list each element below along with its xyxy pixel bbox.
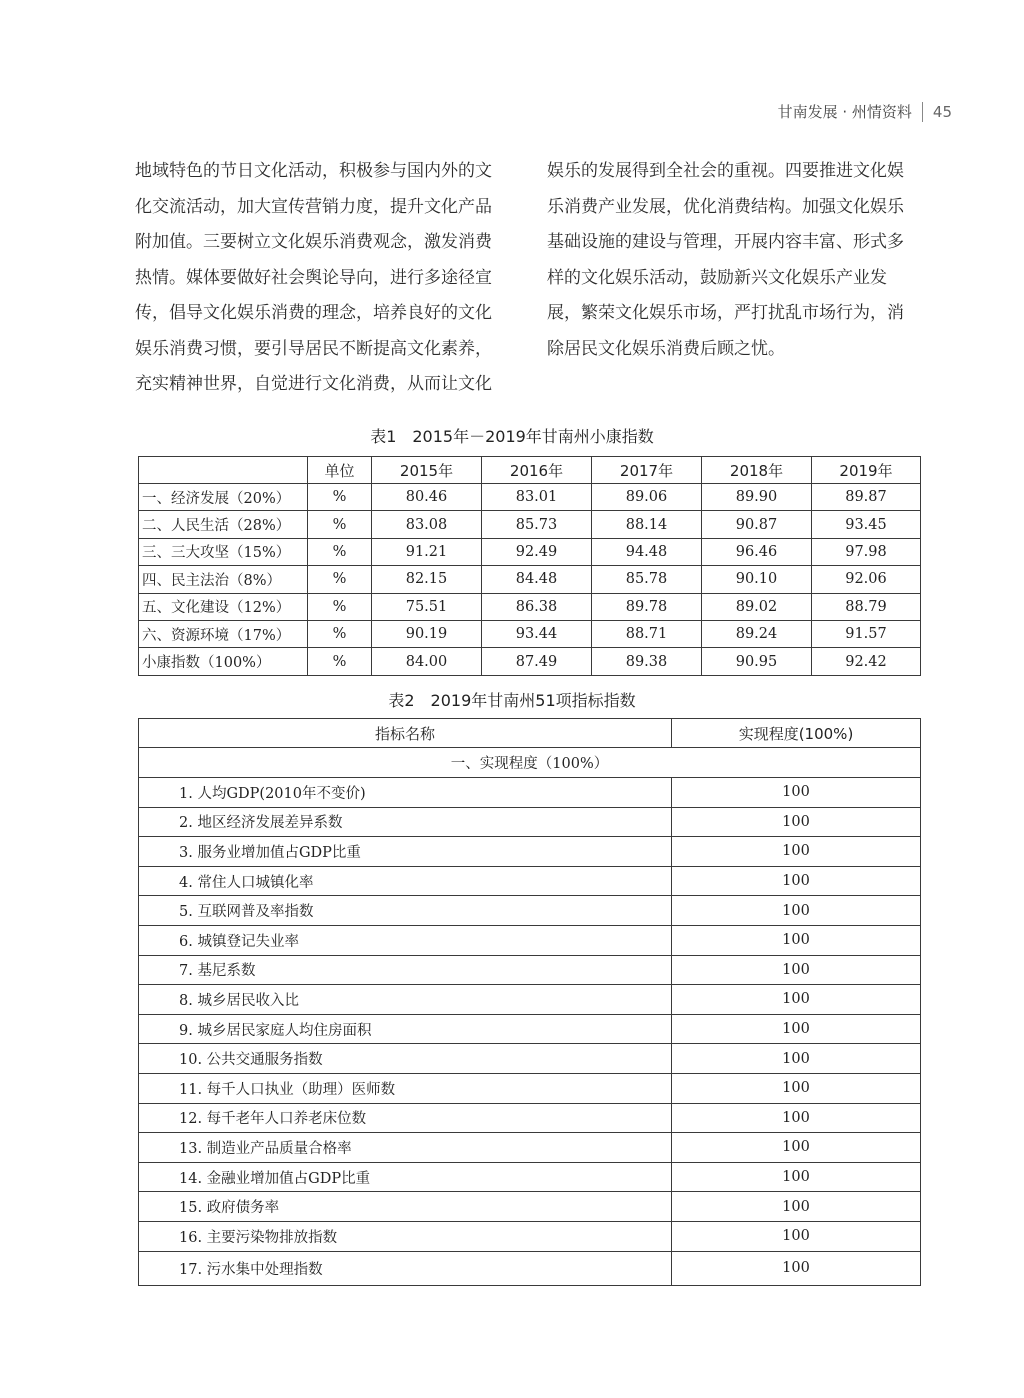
- text-line: 样的文化娱乐活动，鼓励新兴文化娱乐产业发: [547, 267, 887, 288]
- table-row: [139, 1133, 921, 1163]
- header-divider: [922, 102, 923, 122]
- column-header: 单位: [308, 457, 372, 484]
- text-line: 充实精神世界，自觉进行文化消费，从而让文化: [135, 374, 492, 394]
- table-cell: 83.08: [372, 511, 482, 538]
- table-row: [139, 648, 921, 675]
- table-cell: 93.44: [482, 620, 592, 647]
- table2: [138, 718, 921, 1286]
- indicator-name: 8. 城乡居民收入比: [139, 985, 672, 1015]
- indicator-value: 100: [672, 1133, 921, 1163]
- indicator-name: 17. 污水集中处理指数: [139, 1251, 672, 1285]
- table-cell: 89.06: [592, 484, 702, 511]
- row-label: 五、文化建设（12%）: [139, 593, 308, 620]
- table-row: [139, 896, 921, 926]
- column-header: [139, 457, 308, 484]
- indicator-name: 7. 基尼系数: [139, 955, 672, 985]
- table-cell: 88.71: [592, 620, 702, 647]
- table-cell: 89.24: [702, 620, 812, 647]
- table-row: [139, 1221, 921, 1251]
- row-label: 二、人民生活（28%）: [139, 511, 308, 538]
- indicator-value: 100: [672, 866, 921, 896]
- header-title: 甘南发展 · 州情资料: [777, 103, 912, 121]
- table-row: [139, 484, 921, 511]
- table1: [138, 456, 921, 676]
- indicator-name: 12. 每千老年人口养老床位数: [139, 1103, 672, 1133]
- table-row: [139, 511, 921, 538]
- table-cell: %: [308, 620, 372, 647]
- table-cell: 75.51: [372, 593, 482, 620]
- indicator-name: 1. 人均GDP(2010年不变价): [139, 778, 672, 808]
- text-line: 附加值。三要树立文化娱乐消费观念，激发消费: [135, 232, 492, 252]
- indicator-value: 100: [672, 1103, 921, 1133]
- table-cell: 84.00: [372, 648, 482, 675]
- text-line: 除居民文化娱乐消费后顾之忧。: [547, 338, 785, 359]
- table-cell: 85.78: [592, 566, 702, 593]
- column-header: 2018年: [702, 457, 812, 484]
- table-row: [139, 925, 921, 955]
- table-row: [139, 1192, 921, 1222]
- table-cell: 89.38: [592, 648, 702, 675]
- indicator-value: 100: [672, 807, 921, 837]
- left-column: [135, 154, 513, 403]
- table-row: [139, 1044, 921, 1074]
- table-cell: %: [308, 511, 372, 538]
- table-cell: 90.87: [702, 511, 812, 538]
- table-cell: 82.15: [372, 566, 482, 593]
- indicator-name: 13. 制造业产品质量合格率: [139, 1133, 672, 1163]
- table-row: [139, 593, 921, 620]
- indicator-value: 100: [672, 1221, 921, 1251]
- table-cell: 83.01: [482, 484, 592, 511]
- column-header: 2017年: [592, 457, 702, 484]
- table-row: [139, 1014, 921, 1044]
- indicator-value: 100: [672, 837, 921, 867]
- text-line: 化交流活动，加大宣传营销力度，提升文化产品: [135, 196, 492, 217]
- column-header: 指标名称: [139, 719, 672, 748]
- table-row: [139, 985, 921, 1015]
- table-cell: 86.38: [482, 593, 592, 620]
- row-label: 一、经济发展（20%）: [139, 484, 308, 511]
- table-row: [139, 1103, 921, 1133]
- table-row: [139, 566, 921, 593]
- indicator-value: 100: [672, 1251, 921, 1285]
- indicator-name: 9. 城乡居民家庭人均住房面积: [139, 1014, 672, 1044]
- table-cell: 91.21: [372, 538, 482, 565]
- row-label: 三、三大攻坚（15%）: [139, 538, 308, 565]
- table-cell: 90.95: [702, 648, 812, 675]
- text-line: 展，繁荣文化娱乐市场，严打扰乱市场行为，消: [547, 303, 904, 323]
- table-cell: %: [308, 593, 372, 620]
- table-cell: %: [308, 566, 372, 593]
- table-cell: 89.02: [702, 593, 812, 620]
- table-cell: 89.87: [812, 484, 921, 511]
- indicator-name: 6. 城镇登记失业率: [139, 925, 672, 955]
- table-cell: 89.78: [592, 593, 702, 620]
- indicator-value: 100: [672, 955, 921, 985]
- table1-caption: 表1 2015年－2019年甘南州小康指数: [370, 427, 654, 446]
- table-cell: 94.48: [592, 538, 702, 565]
- table-cell: 85.73: [482, 511, 592, 538]
- indicator-name: 14. 金融业增加值占GDP比重: [139, 1162, 672, 1192]
- indicator-value: 100: [672, 896, 921, 926]
- body-text: [135, 154, 925, 403]
- table-cell: 84.48: [482, 566, 592, 593]
- indicator-name: 10. 公共交通服务指数: [139, 1044, 672, 1074]
- table-row: [139, 538, 921, 565]
- table-row: [139, 1073, 921, 1103]
- table-cell: 80.46: [372, 484, 482, 511]
- table-cell: 88.79: [812, 593, 921, 620]
- row-label: 六、资源环境（17%）: [139, 620, 308, 647]
- indicator-name: 5. 互联网普及率指数: [139, 896, 672, 926]
- text-line: 地域特色的节日文化活动，积极参与国内外的文: [135, 161, 492, 181]
- table-cell: 93.45: [812, 511, 921, 538]
- table-cell: 91.57: [812, 620, 921, 647]
- page-number: 45: [932, 102, 952, 121]
- table-cell: %: [308, 648, 372, 675]
- indicator-value: 100: [672, 925, 921, 955]
- table-cell: 92.42: [812, 648, 921, 675]
- text-line: 基础设施的建设与管理，开展内容丰富、形式多: [547, 232, 904, 252]
- indicator-value: 100: [672, 1162, 921, 1192]
- indicator-value: 100: [672, 1044, 921, 1074]
- column-header: 2019年: [812, 457, 921, 484]
- table2-header-row: [139, 719, 921, 748]
- indicator-value: 100: [672, 1014, 921, 1044]
- indicator-name: 16. 主要污染物排放指数: [139, 1221, 672, 1251]
- text-line: 娱乐消费习惯，要引导居民不断提高文化素养，: [135, 338, 492, 359]
- running-header: [778, 101, 952, 122]
- row-label: 小康指数（100%）: [139, 648, 308, 675]
- table1-header-row: [139, 457, 921, 484]
- table-cell: 88.14: [592, 511, 702, 538]
- table-cell: 90.19: [372, 620, 482, 647]
- text-line: 热情。媒体要做好社会舆论导向，进行多途径宣: [135, 267, 492, 288]
- indicator-value: 100: [672, 1192, 921, 1222]
- indicator-name: 15. 政府债务率: [139, 1192, 672, 1222]
- table2-caption: 表2 2019年甘南州51项指标指数: [388, 691, 636, 710]
- indicator-name: 4. 常住人口城镇化率: [139, 866, 672, 896]
- table-row: [139, 866, 921, 896]
- indicator-name: 11. 每千人口执业（助理）医师数: [139, 1073, 672, 1103]
- table-cell: 97.98: [812, 538, 921, 565]
- row-label: 四、民主法治（8%）: [139, 566, 308, 593]
- table-cell: %: [308, 538, 372, 565]
- indicator-value: 100: [672, 985, 921, 1015]
- column-header: 2015年: [372, 457, 482, 484]
- right-column: [547, 154, 925, 403]
- column-header: 实现程度(100%): [672, 719, 921, 748]
- table-cell: 89.90: [702, 484, 812, 511]
- indicator-value: 100: [672, 1073, 921, 1103]
- table-cell: 96.46: [702, 538, 812, 565]
- column-header: 2016年: [482, 457, 592, 484]
- text-line: 乐消费产业发展，优化消费结构。加强文化娱乐: [547, 196, 904, 217]
- table-row: [139, 1251, 921, 1285]
- table-cell: %: [308, 484, 372, 511]
- section-row: [139, 748, 921, 778]
- text-line: 传，倡导文化娱乐消费的理念，培养良好的文化: [135, 303, 492, 323]
- indicator-name: 2. 地区经济发展差异系数: [139, 807, 672, 837]
- table-row: [139, 837, 921, 867]
- table-row: [139, 807, 921, 837]
- indicator-value: 100: [672, 778, 921, 808]
- table-row: [139, 620, 921, 647]
- table-cell: 90.10: [702, 566, 812, 593]
- table-row: [139, 955, 921, 985]
- table-cell: 92.06: [812, 566, 921, 593]
- table-row: [139, 1162, 921, 1192]
- table-cell: 92.49: [482, 538, 592, 565]
- table-row: [139, 778, 921, 808]
- indicator-name: 3. 服务业增加值占GDP比重: [139, 837, 672, 867]
- section-label: 一、实现程度（100%）: [139, 748, 921, 778]
- text-line: 娱乐的发展得到全社会的重视。四要推进文化娱: [547, 161, 904, 181]
- table-cell: 87.49: [482, 648, 592, 675]
